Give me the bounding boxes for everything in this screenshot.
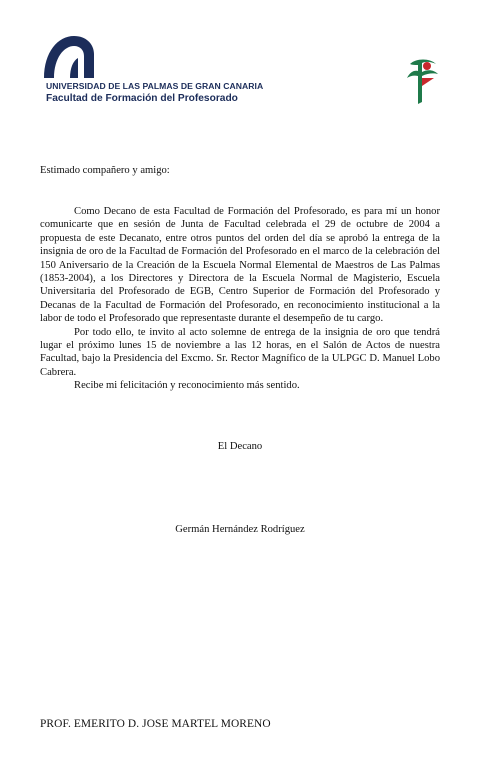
- faculty-name: Facultad de Formación del Profesorado: [46, 93, 238, 104]
- faculty-emblem-icon: [404, 56, 442, 108]
- paragraph-1: Como Decano de esta Facultad de Formación del Profesorado, es para mí un honor comunicarte que en sesión de Junta de Facultad celebrada el 29 de octubre de 2004 a propuesta de este Decanato, entre otros puntos del orden del día se aprobó la entrega de la insignia de oro de la Facultad de Formación del Profesorado en el marco de la celebración del 150 Aniversario de la Creación de la Escuela Normal Elemental de Maestros de Las Palmas (1853-2004), a los Directores y Directora de la Escuela Normal de Magisterio, Escuela Universitaria del Profesorado de EGB, Centro Superior de Formación del Profesorado y Decanas de la Facultad de Formación del Profesorado, en reconocimiento institucional a la labor de todo el Profesorado que representaste durante el desempeño de tu cargo.: [40, 206, 440, 325]
- ulpgc-logo: [40, 30, 264, 108]
- greeting: Estimado compañero y amigo:: [40, 165, 170, 176]
- faculty-emblem: [404, 56, 442, 108]
- ulpgc-emblem-icon: [40, 30, 100, 82]
- paragraph-2: Por todo ello, te invito al acto solemne de entrega de la insignia de oro que tendrá lugar el próximo lunes 15 de noviembre a las 12 horas, en el Salón de Actos de nuestra Facultad, bajo la Presidencia del Excmo. Sr. Rector Magnífico de la ULPGC D. Manuel Lobo Cabrera.: [40, 326, 440, 378]
- paragraph-3: Recibe mi felicitación y reconocimiento más sentido.: [74, 380, 300, 392]
- signature-title: El Decano: [217, 441, 263, 452]
- university-name: UNIVERSIDAD DE LAS PALMAS DE GRAN CANARIA: [46, 81, 264, 91]
- recipient-name: PROF. EMERITO D. JOSE MARTEL MORENO: [40, 718, 271, 730]
- signature-name: Germán Hernández Rodríguez: [175, 524, 305, 535]
- letter-body: [40, 205, 440, 393]
